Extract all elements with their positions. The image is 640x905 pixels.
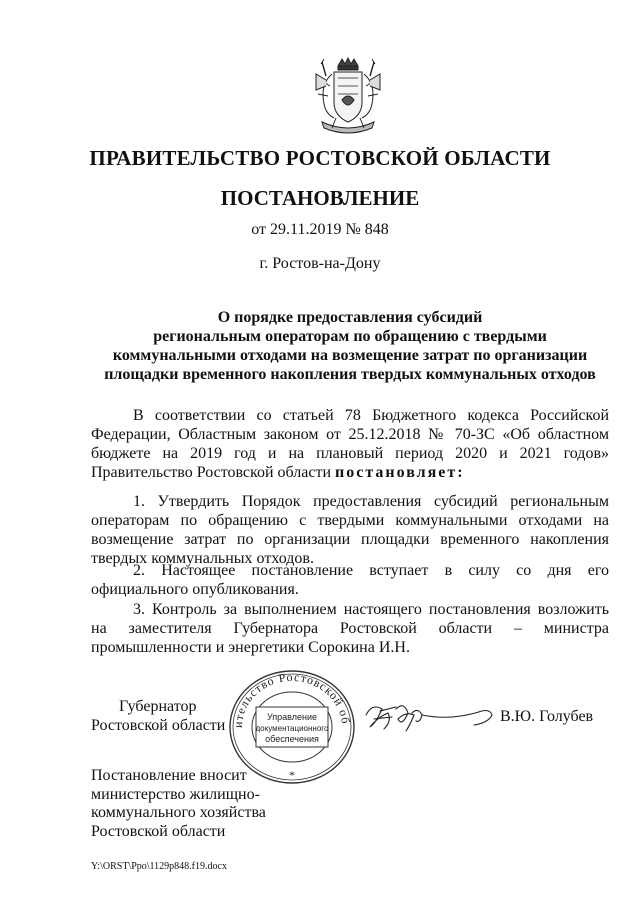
introduced-by-line: министерство жилищно- xyxy=(91,785,260,803)
subject-line: площадки временного накопления твердых коммунальных отходов xyxy=(104,366,596,383)
city: г. Ростов-на-Дону xyxy=(259,255,381,272)
date-and-number: от 29.11.2019 № 848 xyxy=(251,221,389,238)
signatory-title-line: Губернатор xyxy=(119,698,197,715)
seal-ring-text: ительство Ростовской об xyxy=(230,669,353,729)
introduced-by-line: коммунального хозяйства xyxy=(91,804,266,821)
seal-center-line: обеспечения xyxy=(265,734,319,744)
seal-star: * xyxy=(289,768,295,782)
document-type: ПОСТАНОВЛЕНИЕ xyxy=(220,186,420,210)
signatory-name: В.Ю. Голубев xyxy=(500,708,594,725)
introduced-by-line: Постановление вносит xyxy=(91,767,247,784)
seal-center-line: Управление xyxy=(266,712,318,722)
file-path: Y:\ORST\Ppo\1129p848.f19.docx xyxy=(91,861,227,872)
subject-line: коммунальными отходами на возмещение затрат по организации xyxy=(112,347,588,364)
preamble-paragraph xyxy=(91,406,609,482)
resolves-text: постановляет: xyxy=(335,464,465,481)
preamble-text: В соответствии со статьей 78 Бюджетного кодекса Российской Федерации, Областным законом от 25.12.2018 № 70-ЗС «Об областном бюджете на 2019 год и на плановый период 2020 и 2021 годов» Правительство Ростовской области xyxy=(91,407,609,481)
coat-of-arms-icon xyxy=(312,56,384,138)
signatory-title-line: Ростовской области xyxy=(91,717,226,734)
document-subject xyxy=(100,308,600,384)
seal-center-line: документационного xyxy=(255,724,329,733)
subject-line: О порядке предоставления субсидий xyxy=(217,309,483,326)
item-1-paragraph: 1. Утвердить Порядок предоставления субсидий региональным операторам по обращению с твердыми коммунальными отходами на возмещение затрат по организации площадки временного накопления твердых коммунальных отходов. xyxy=(91,493,609,567)
handwritten-signature-icon xyxy=(362,697,498,737)
item-3-paragraph: 3. Контроль за выполнением настоящего постановления возложить на заместителя Губернатора Ростовской области – министра промышленности и энергетики Сорокина И.Н. xyxy=(91,601,609,656)
item-2-paragraph: 2. Настоящее постановление вступает в силу со дня его официального опубликования. xyxy=(91,562,609,598)
government-title: ПРАВИТЕЛЬСТВО РОСТОВСКОЙ ОБЛАСТИ xyxy=(89,146,551,170)
subject-line: региональным операторам по обращению с твердыми xyxy=(153,328,547,345)
introduced-by-line: Ростовской области xyxy=(91,822,226,840)
introduced-by-block xyxy=(91,767,291,841)
